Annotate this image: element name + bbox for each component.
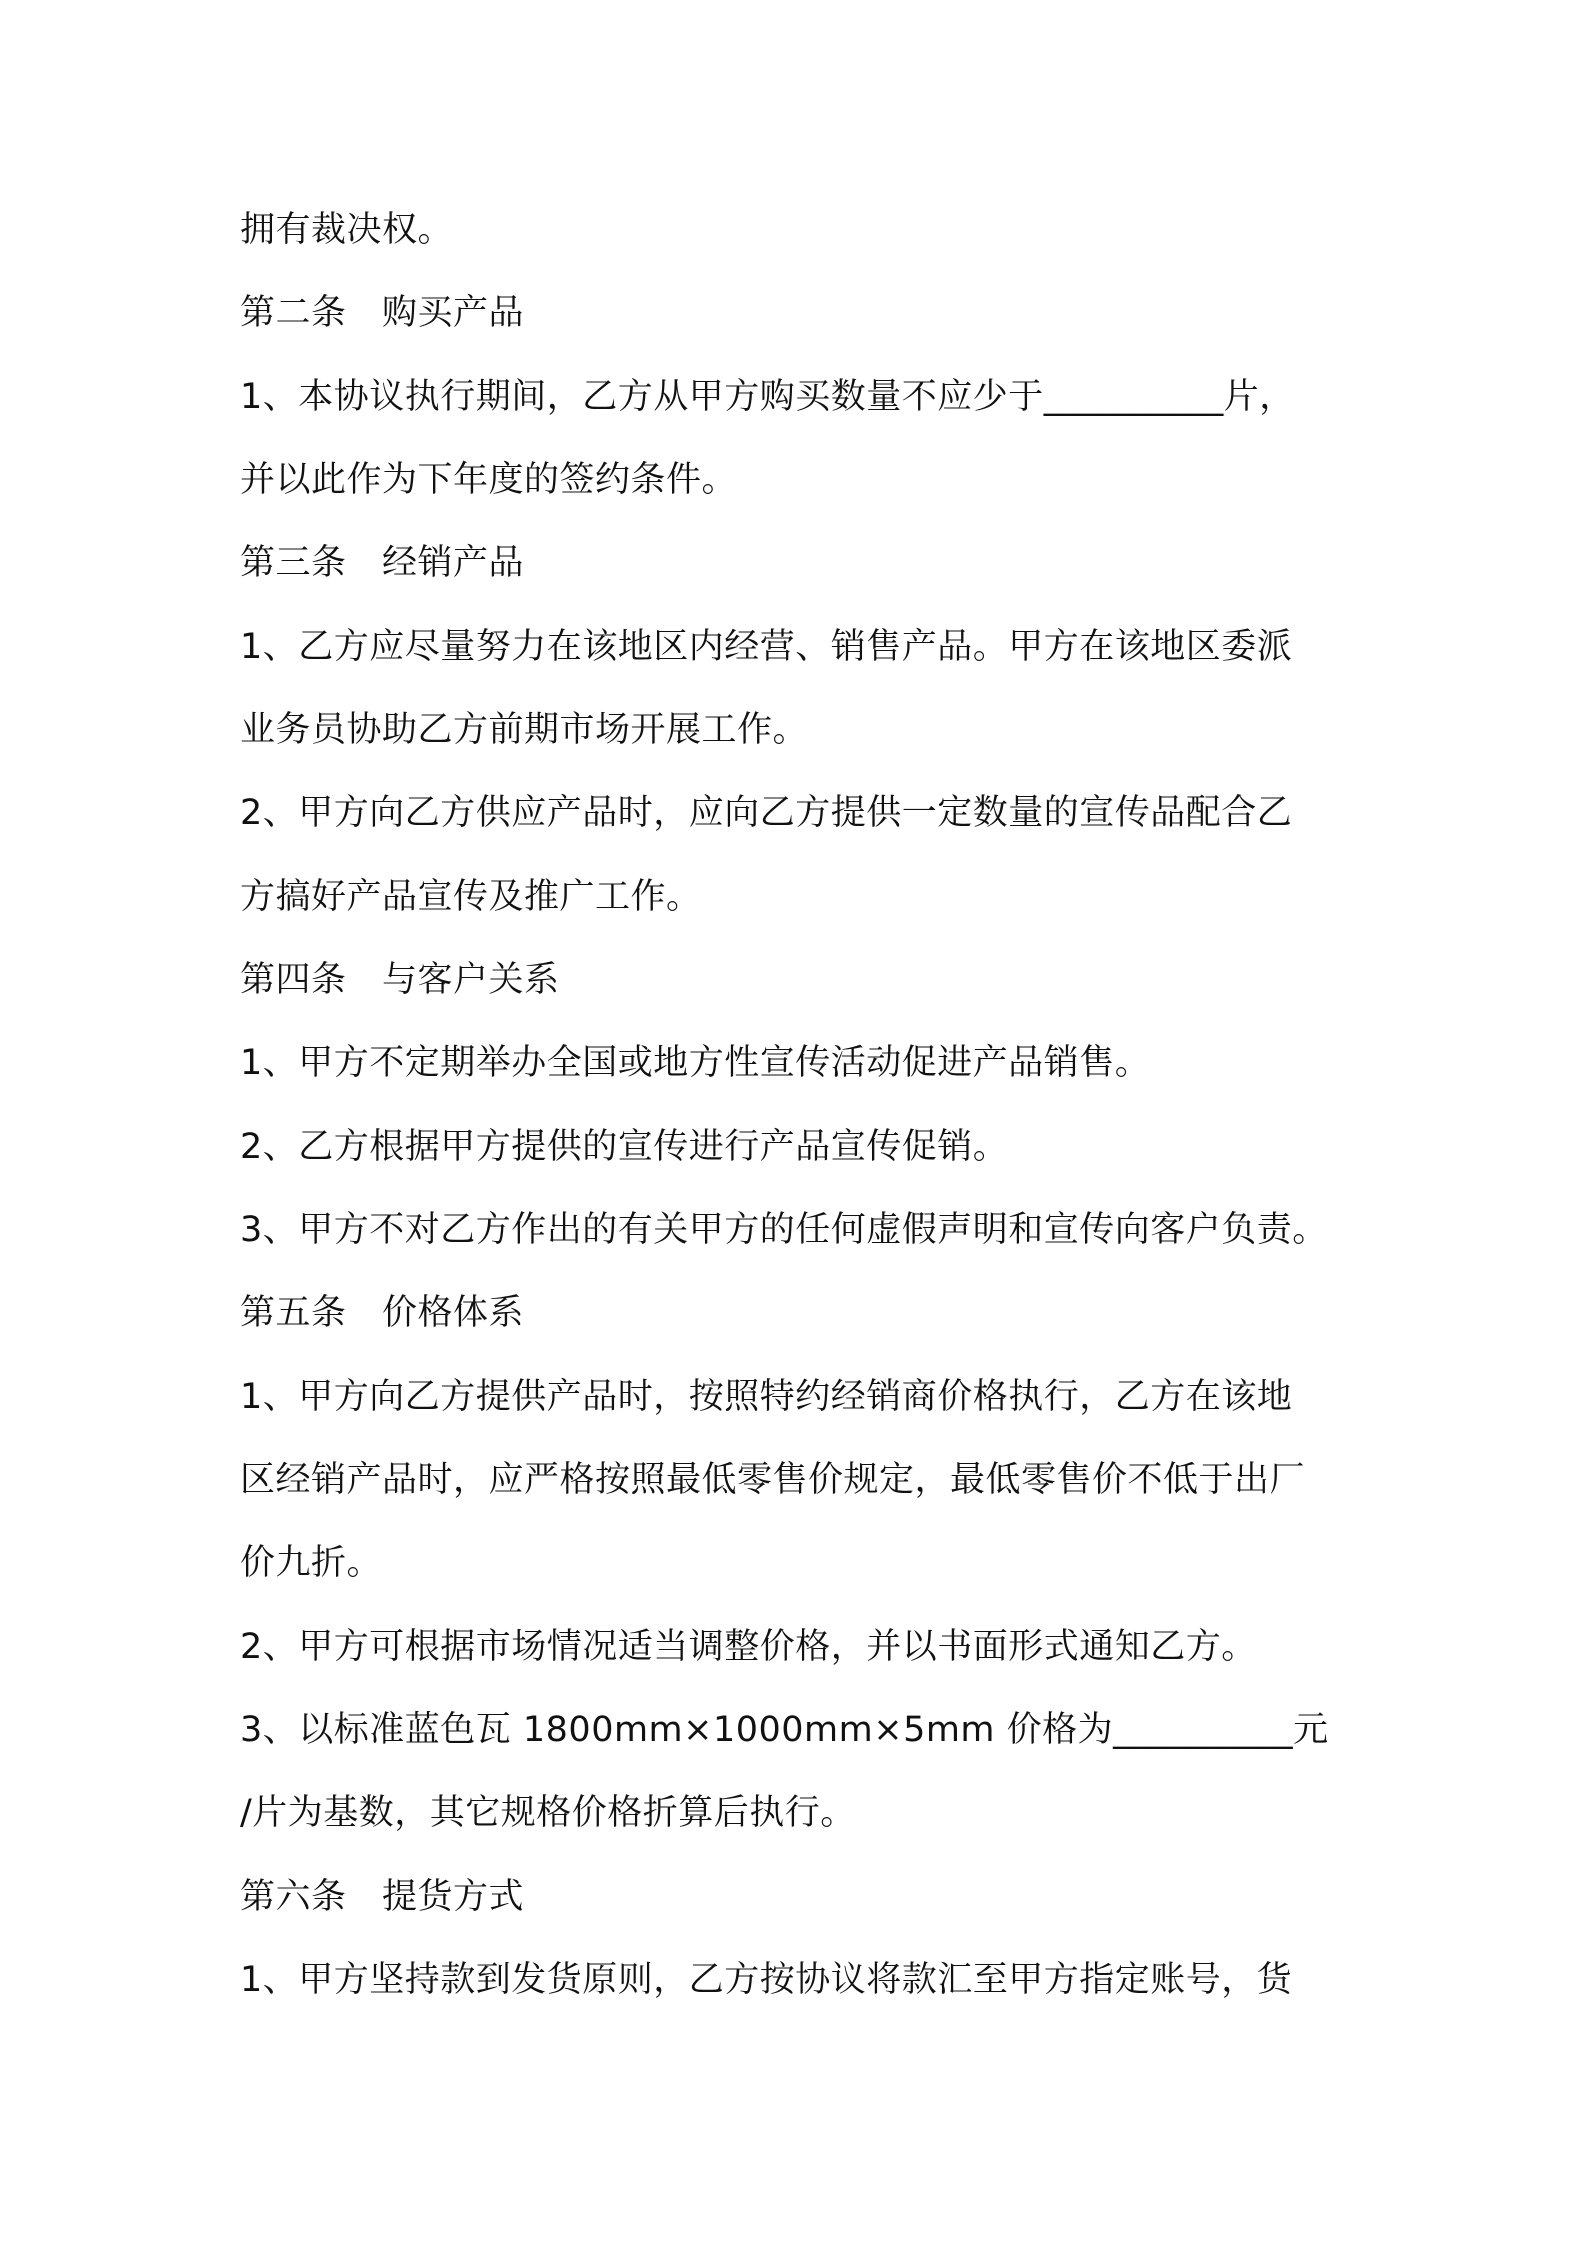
body-text-line: 1、甲方坚持款到发货原则，乙方按协议将款汇至甲方指定账号，货 bbox=[240, 1960, 1293, 2000]
article-heading-4: 第四条 与客户关系 bbox=[240, 960, 560, 1000]
body-text-line: 并以此作为下年度的签约条件。 bbox=[240, 460, 738, 500]
body-text-line: 3、以标准蓝色瓦 1800mm×1000mm×5mm 价格为__________元 bbox=[240, 1710, 1329, 1750]
body-text-line: 2、甲方可根据市场情况适当调整价格，并以书面形式通知乙方。 bbox=[240, 1627, 1257, 1667]
body-text-line: 区经销产品时，应严格按照最低零售价规定，最低零售价不低于出厂 bbox=[240, 1460, 1306, 1500]
article-heading-2: 第二条 购买产品 bbox=[240, 293, 525, 333]
body-text-line: 1、本协议执行期间，乙方从甲方购买数量不应少于__________片， bbox=[240, 377, 1295, 417]
body-text-line: 3、甲方不对乙方作出的有关甲方的任何虚假声明和宣传向客户负责。 bbox=[240, 1210, 1328, 1250]
article-heading-5: 第五条 价格体系 bbox=[240, 1293, 525, 1333]
body-text-line: 方搞好产品宣传及推广工作。 bbox=[240, 877, 702, 917]
body-text-line: 拥有裁决权。 bbox=[240, 210, 454, 250]
article-heading-3: 第三条 经销产品 bbox=[240, 543, 525, 583]
body-text-line: 1、甲方不定期举办全国或地方性宣传活动促进产品销售。 bbox=[240, 1043, 1151, 1083]
body-text-line: 价九折。 bbox=[240, 1543, 383, 1583]
body-text-line: 2、乙方根据甲方提供的宣传进行产品宣传促销。 bbox=[240, 1127, 1009, 1167]
body-text-line: 1、乙方应尽量努力在该地区内经营、销售产品。甲方在该地区委派 bbox=[240, 627, 1293, 667]
article-heading-6: 第六条 提货方式 bbox=[240, 1877, 525, 1917]
body-text-line: /片为基数，其它规格价格折算后执行。 bbox=[240, 1793, 856, 1833]
body-text-line: 1、甲方向乙方提供产品时，按照特约经销商价格执行，乙方在该地 bbox=[240, 1377, 1293, 1417]
body-text-line: 2、甲方向乙方供应产品时，应向乙方提供一定数量的宣传品配合乙 bbox=[240, 793, 1293, 833]
body-text-line: 业务员协助乙方前期市场开展工作。 bbox=[240, 710, 809, 750]
